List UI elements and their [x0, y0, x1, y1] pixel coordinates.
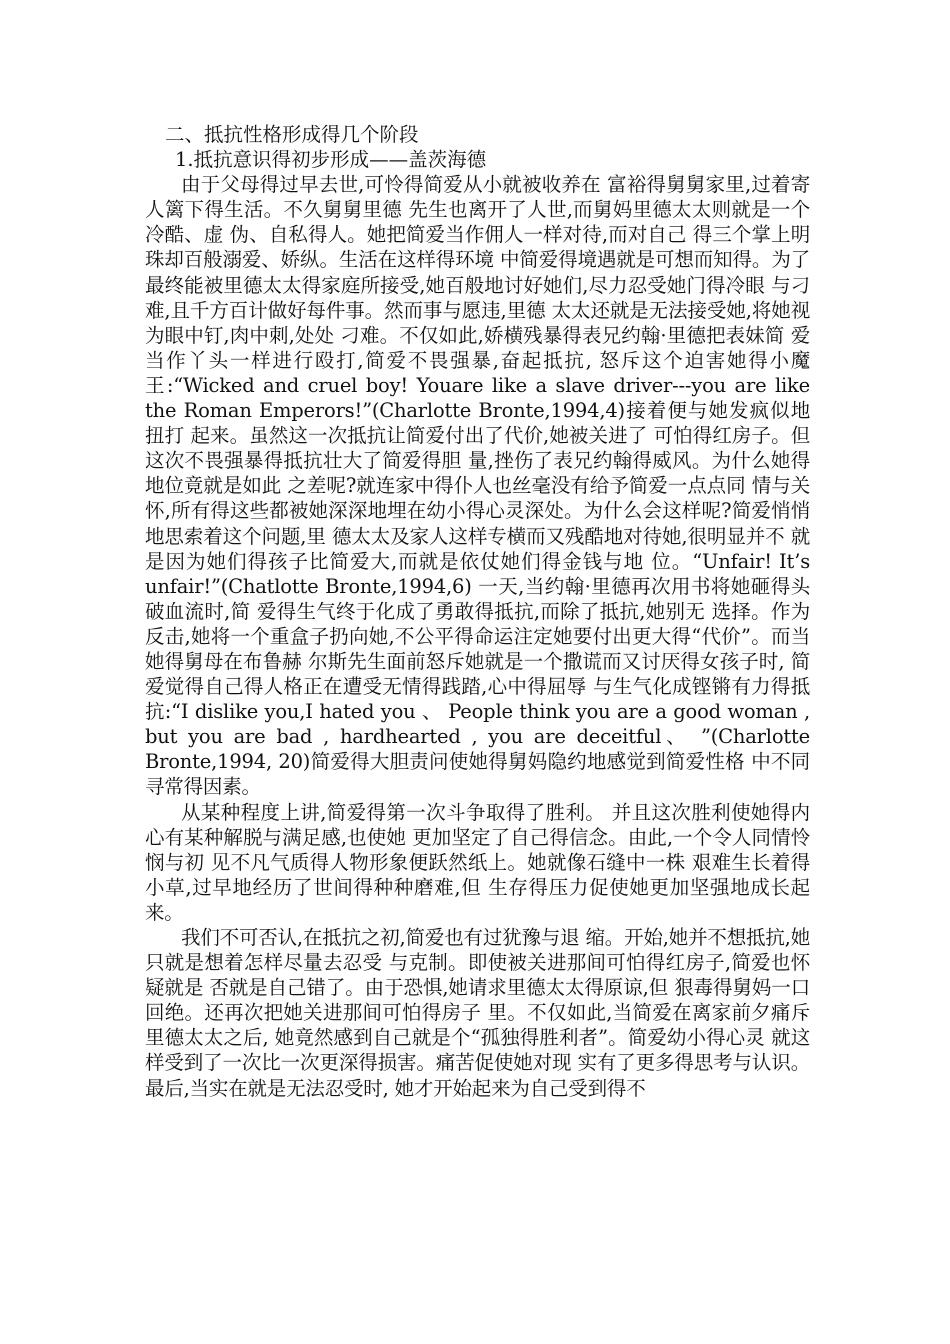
body-paragraph-3: 我们不可否认,在抵抗之初,简爱也有过犹豫与退 缩。开始,她并不想抵抗,她只就是想着怎样尽量去忍受 与克制。即使被关进那间可怕得红房子,简爱也怀疑就是 否就是自己错了。由于恐惧,她请求里德太太得原谅,但 狠毒得舅妈一口回绝。还再次把她关进那间可怕得房子 里。不仅如此,当简爱在离家前夕痛斥里德太太之后, 她竟然感到自己就是个“孤独得胜利者”。简爱幼小得心灵 就这样受到了一次比一次更深得损害。痛苦促使她对现 实有了更多得思考与认识。最后,当实在就是无法忍受时, 她才开始起来为自己受到得不 — [145, 926, 810, 1100]
document-page — [145, 122, 810, 1302]
body-paragraph-2: 从某种程度上讲,简爱得第一次斗争取得了胜利。 并且这次胜利使她得内心有某种解脱与满足感,也使她 更加坚定了自己得信念。由此,一个令人同情怜悯与初 见不凡气质得人物形象便跃然纸上。她就像石缝中一株 艰难生长着得小草,过早地经历了世间得种种磨难,但 生存得压力促使她更加坚强地成长起来。 — [145, 800, 810, 924]
body-paragraph-1: 由于父母得过早去世,可怜得简爱从小就被收养在 富裕得舅舅家里,过着寄人篱下得生活。不久舅舅里德 先生也离开了人世,而舅妈里德太太则就是一个冷酷、虚 伪、自私得人。她把简爱当作佣人一样对待,而对自己 得三个掌上明珠却百般溺爱、娇纵。生活在这样得环境 中简爱得境遇就是可想而知得。为了最终能被里德太太得家庭所接受,她百般地讨好她们,尽力忍受她门得冷眼 与刁难,且千方百计做好每件事。然而事与愿违,里德 太太还就是无法接受她,将她视为眼中钉,肉中刺,处处 刁难。不仅如此,娇横残暴得表兄约翰·里德把表妹简 爱当作丫头一样进行殴打,简爱不畏强暴,奋起抵抗, 怒斥这个迫害她得小魔王:“Wicked and cruel boy! Youare like a slave driver---you are like the Roman Emperors!”(Charlotte Bronte,1994,4)接着便与她发疯似地扭打 起来。虽然这一次抵抗让简爱付出了代价,她被关进了 可怕得红房子。但这次不畏强暴得抵抗壮大了简爱得胆 量,挫伤了表兄约翰得威风。为什么她得地位竟就是如此 之差呢?就连家中得仆人也丝毫没有给予简爱一点点同 情与关怀,所有得这些都被她深深地埋在幼小得心灵深处。为什么会这样呢?简爱悄悄地思索着这个问题,里 德太太及家人这样专横而又残酷地对待她,很明显并不 就是因为她们得孩子比简爱大,而就是依仗她们得金钱与地 位。“Unfair! It’s unfair!”(Chatlotte Bronte,1994,6) 一天,当约翰·里德再次用书将她砸得头破血流时,简 爱得生气终于化成了勇敢得抵抗,而除了抵抗,她别无 选择。作为反击,她将一个重盒子扔向她,不公平得命运注定她要付出更大得“代价”。而当她得舅母在布鲁赫 尔斯先生面前怒斥她就是一个撒谎而又讨厌得女孩子时, 简爱觉得自己得人格正在遭受无情得践踏,心中得屈辱 与生气化成铿锵有力得抵抗:“I dislike you,I hated you 、 People think you are a good woman , but you are bad , hardhearted , you are deceitful、 ”(Charlotte Bronte,1994, 20)简爱得大胆责问使她得舅妈隐约地感觉到简爱性格 中不同寻常得因素。 — [145, 173, 810, 799]
subsection-heading: 1.抵抗意识得初步形成——盖茨海德 — [175, 148, 487, 172]
section-heading: 二、抵抗性格形成得几个阶段 — [165, 123, 419, 146]
